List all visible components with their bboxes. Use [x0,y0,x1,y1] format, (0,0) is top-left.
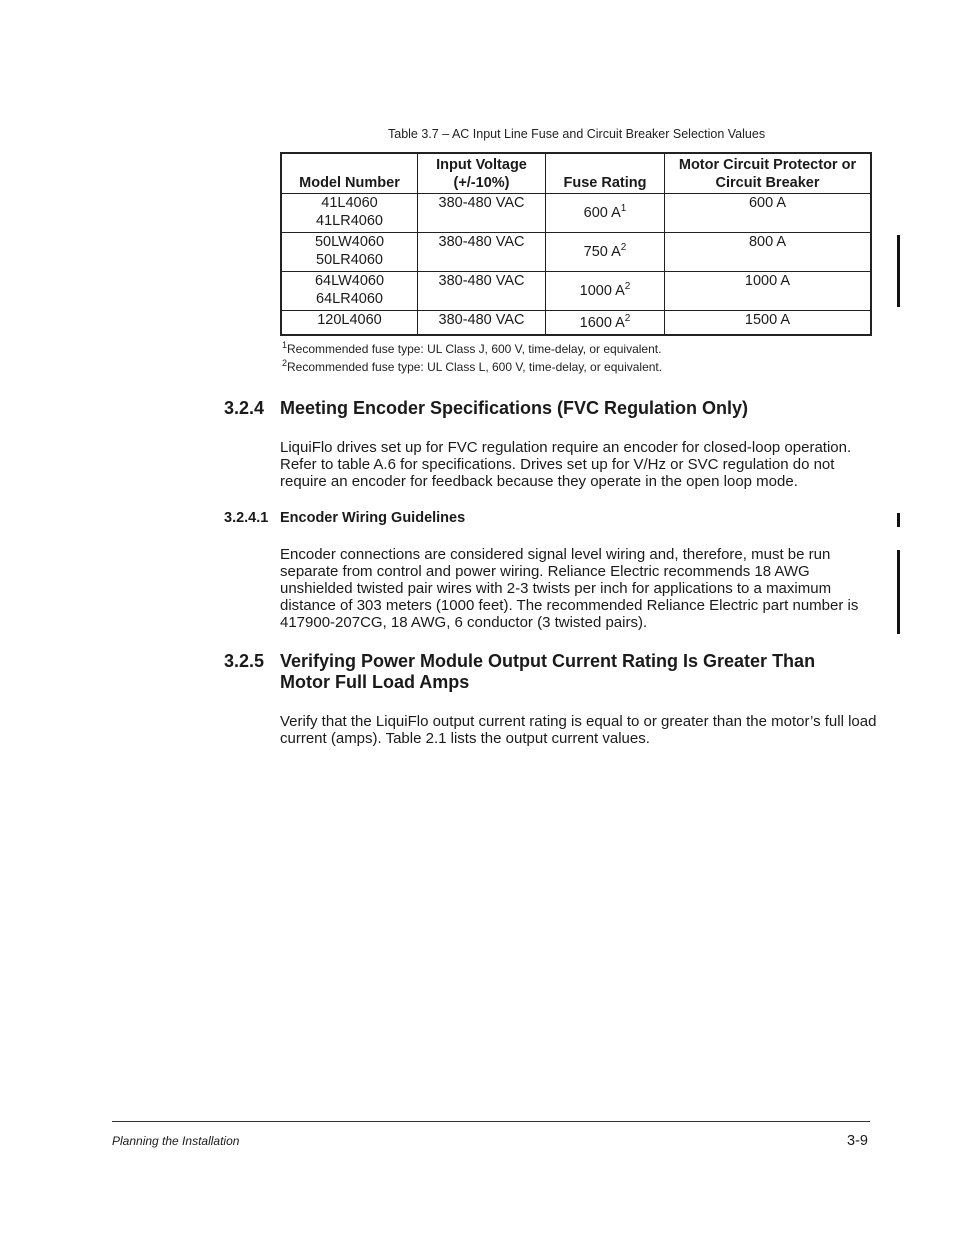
table-caption: Table 3.7 – AC Input Line Fuse and Circuit Breaker Selection Values [388,127,766,141]
cell-breaker: 600 A [665,194,872,233]
table-header-row [281,153,871,194]
table-row [281,311,871,336]
section-body-3-2-5: Verify that the LiquiFlo output current rating is equal to or greater than the motor’s full load current (amps). Table 2.1 lists the output current values. [280,713,877,747]
footer-rule [112,1121,870,1122]
section-title-3-2-4-1: Encoder Wiring Guidelines [280,510,466,526]
header-fuse-rating: Fuse Rating [546,153,665,194]
footnote-1: $^1$Recommended fuse type: UL Class J, 600 V, time-delay, or equivalent. [282,340,662,356]
cell-voltage: 380-480 VAC [418,194,546,233]
section-title-3-2-4: Meeting Encoder Specifications (FVC Regulation Only) [280,398,749,418]
change-bar [897,550,900,634]
table-row [281,194,871,233]
section-number-3-2-4: 3.2.4 [224,398,265,418]
cell-voltage: 380-480 VAC [418,311,546,336]
header-circuit-breaker: Motor Circuit Protector or Circuit Breaker [665,153,872,194]
section-number-3-2-5: 3.2.5 [224,651,265,671]
cell-breaker: 800 A [665,233,872,272]
cell-voltage: 380-480 VAC [418,272,546,311]
cell-voltage: 380-480 VAC [418,233,546,272]
section-title-3-2-5: Verifying Power Module Output Current Rating Is Greater Than Motor Full Load Amps [280,651,816,692]
fuse-breaker-table [280,152,872,336]
change-bar [897,513,900,527]
cell-model: 41L4060 41LR4060 [281,194,418,233]
table-row [281,272,871,311]
cell-breaker: 1500 A [665,311,872,336]
table-row [281,233,871,272]
cell-model: 120L4060 [281,311,418,336]
footer-chapter: Planning the Installation [112,1134,240,1148]
cell-model: 64LW4060 64LR4060 [281,272,418,311]
cell-fuse: 1000 $A^2$ [546,272,665,311]
section-body-3-2-4: LiquiFlo drives set up for FVC regulation require an encoder for closed-loop operation. Refer to table A.6 for specifications. Drives set up for V/Hz or SVC regulation do not require an encoder for feedback because they operate in the open loop mode. [280,439,852,490]
header-input-voltage: Input Voltage (+/-10%) [418,153,546,194]
cell-fuse: 600 $A^1$ [546,194,665,233]
page-number: 3-9 [847,1133,868,1149]
footnote-2: $^2$Recommended fuse type: UL Class L, 600 V, time-delay, or equivalent. [282,358,663,374]
cell-fuse: 750 $A^2$ [546,233,665,272]
header-model-number: Model Number [281,153,418,194]
change-bar [897,235,900,307]
cell-model: 50LW4060 50LR4060 [281,233,418,272]
section-number-3-2-4-1: 3.2.4.1 [224,510,269,526]
cell-fuse: 1600 $A^2$ [546,311,665,336]
section-body-3-2-4-1: Encoder connections are considered signal level wiring and, therefore, must be run separate from control and power wiring. Reliance Electric recommends 18 AWG unshielded twisted pair wires with 2-3 twists per inch for applications to a maximum distance of 303 meters (1000 feet). The recommended Reliance Electric part number is 417900-207CG, 18 AWG, 6 conductor (3 twisted pairs). [280,546,859,631]
cell-breaker: 1000 A [665,272,872,311]
